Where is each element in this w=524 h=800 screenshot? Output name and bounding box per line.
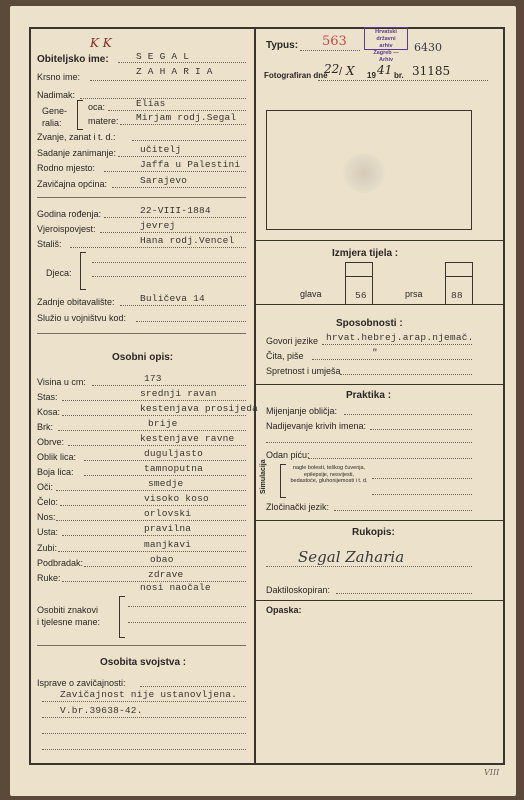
birthyear-value: 22-VIII-1884 [140,205,211,216]
nose-label: Nos: [37,512,56,522]
photo-year: 41 [377,63,393,77]
photo-date-label: Fotografiran dne [264,71,328,80]
beard-value: brije [148,418,178,429]
typed-line [336,593,472,594]
handwriting-heading: Rukopis: [352,527,395,538]
photo-date-separator: / [339,66,343,78]
teeth-label: Zubi: [37,543,58,553]
eyes-label: Oči: [37,482,54,492]
hands-value: zdrave [148,569,184,580]
archive-stamp [364,27,408,63]
profession-label: Zvanje, zanat i t. d.: [37,132,116,142]
chest-measure-divider [445,276,473,277]
residence-line [120,305,246,306]
father-label: oca: [88,102,106,112]
docs-label: Isprave o zavičajnosti: [37,678,126,688]
face-color-value: tamnoputna [144,463,204,474]
faded-seal-mark [342,153,386,193]
disguise-line [344,414,472,415]
drinking-line [308,458,472,459]
practice-heading: Praktika : [346,390,392,401]
criminal-language-line [334,510,472,511]
nose-line [56,520,246,521]
birthyear-line [104,217,246,218]
head-value: 56 [355,290,367,301]
teeth-line [58,551,246,552]
nickname-label: Nadimak: [37,90,76,100]
docs-line-2 [42,701,246,702]
surname-label: Obiteljsko ime: [37,54,109,65]
reads-line [312,359,472,360]
status-line [70,247,246,248]
simulation-line-2 [372,494,472,495]
mouth-label: Usta: [37,527,59,537]
right-section-rule-1 [256,240,505,241]
profession-line [132,140,246,141]
docs-line-4 [42,733,246,734]
chin-value: obao [150,554,174,565]
column-divider [254,27,256,765]
languages-value: hrvat.hebrej.arap.njemač. [326,332,474,343]
traits-heading: Osobita svojstva : [100,657,187,668]
firstname-value: Z A H A R I A [136,66,213,77]
face-color-label: Boja lica: [37,467,74,477]
corner-note: VIII [484,768,500,777]
right-section-rule-4 [256,520,505,521]
skills-line [340,374,472,375]
build-line [62,400,246,401]
occupation-line [118,156,246,157]
municipality-label: Zavičajna općina: [37,179,108,189]
photo-year-prefix: 19 [367,71,376,80]
beard-label: Brk: [37,422,54,432]
surname-value: S E G A L [136,51,190,62]
photo-day: 22 [324,62,340,76]
photo-date-line [318,80,488,81]
right-section-rule-5 [256,600,505,601]
birthplace-value: Jaffa u Palestini [140,159,241,170]
face-color-line [84,475,246,476]
mother-value: Mirjam rodj.Segal [136,112,237,123]
birthyear-label: Godina rođenja: [37,209,102,219]
chin-label: Podbradak: [37,558,84,568]
municipality-line [112,187,246,188]
father-line [108,110,246,111]
type-line [300,50,360,51]
military-line [136,321,246,322]
marks-line-1 [128,606,246,607]
face-shape-label: Oblik lica: [37,452,77,462]
criminal-language-label: Zločinački jezik: [266,502,330,512]
marks-brace [119,596,125,638]
eyes-line [56,490,246,491]
surname-line [118,62,246,63]
signature-line [266,566,472,567]
firstname-label: Krsno ime: [37,72,81,82]
marks-label-1: Osobiti znakovi [37,605,99,615]
face-shape-value: duguljasto [144,448,204,459]
hair-label: Kosa: [37,407,61,417]
height-label: Visina u cm: [37,377,86,387]
mother-line [120,124,246,125]
religion-label: Vjeroispovjest: [37,224,96,234]
chest-label: prsa [405,289,423,299]
docs-line-1 [140,686,246,687]
municipality-value: Sarajevo [140,175,188,186]
simulation-text: nagle bolesti, teškog čuvenja, epilepsije, nesvijesti, bedastoće, gluhonijemosti i t. d. [290,465,368,484]
firstname-line [90,80,246,81]
religion-line [100,232,246,233]
birthplace-label: Rodno mjesto: [37,163,96,173]
reads-label: Čita, piše [266,351,304,361]
hair-value: kestenjava prosijeda [140,403,259,414]
head-label: glava [300,289,322,299]
military-label: Služio u vojništvu kod: [37,313,127,323]
generalia-label-1: Gene- [42,106,68,116]
brows-label: Obrve: [37,437,65,447]
photo-month: X [346,64,355,78]
mouth-value: pravilna [144,523,192,534]
religion-value: jevrej [140,220,176,231]
brows-value: kestenjave ravne [140,433,235,444]
generalia-brace [77,100,83,130]
beard-line [58,430,246,431]
children-label: Djeca: [46,268,72,278]
alias-line [370,429,472,430]
nose-value: orlovski [144,508,192,519]
stamp-line-1: Hrvatski državni [375,29,397,42]
face-shape-line [84,460,246,461]
hair-line [62,415,246,416]
teeth-value: manjkavi [144,539,192,550]
mouth-line [62,535,246,536]
simulation-brace [280,464,286,498]
marks-line-2 [128,622,246,623]
hands-label: Ruke: [37,573,61,583]
stamp-line-3: Zagreb — Arhiv [373,50,399,63]
section-rule-3 [37,645,246,646]
forehead-line [60,505,246,506]
surname-handwritten-note: K K [90,36,112,50]
docs-line-5 [42,749,246,750]
children-line-1 [92,262,246,263]
eyes-value: smedje [148,478,184,489]
children-line-2 [92,276,246,277]
status-label: Stališ: [37,239,62,249]
disguise-label: Mijenjanje obličja: [266,406,338,416]
hands-extra-value: nosi naočale [140,582,211,593]
type-label: Typus: [266,40,299,51]
archive-number: 6430 [414,41,442,54]
languages-label: Govori jezike [266,336,319,346]
languages-line [322,344,472,345]
type-value: 563 [322,34,347,49]
mother-label: matere: [88,116,119,126]
occupation-label: Sadanje zanimanje: [37,148,117,158]
marks-label-2: i tjelesne mane: [37,617,101,627]
right-section-rule-2 [256,304,505,305]
occupation-value: učitelj [140,144,182,155]
signature: Segal Zaharia [298,548,405,566]
height-line [92,385,246,386]
docs-value-1: Zavičajnost nije ustanovljena. [60,689,238,700]
section-rule-2 [37,333,246,334]
build-value: srednji ravan [140,388,217,399]
build-label: Stas: [37,392,58,402]
remark-label: Opaska: [266,605,302,615]
children-brace [80,252,86,290]
measure-heading: Izmjera tijela : [332,248,399,259]
docs-line-3 [42,717,246,718]
docs-value-2: V.br.39638-42. [60,705,143,716]
height-value: 173 [144,373,162,384]
residence-value: Buličeva 14 [140,293,205,304]
forehead-value: visoko koso [144,493,209,504]
stamp-line-2: arhiv [379,43,393,49]
forehead-label: Čelo: [37,497,59,507]
chest-value: 88 [451,290,463,301]
skills-label: Spretnost i umješa [266,366,341,376]
alias-line-2 [266,442,472,443]
residence-label: Zadnje obitavalište: [37,297,115,307]
generalia-label-2: ralia: [42,118,62,128]
right-section-rule-3 [256,384,505,385]
simulation-label: Simulacija [260,459,267,494]
father-value: Elias [136,98,166,109]
chin-line [84,566,246,567]
status-value: Hana rodj.Vencel [140,235,235,246]
head-measure-divider [345,276,373,277]
typed-label: Daktiloskopiran: [266,585,331,595]
alias-label: Nadijevanje krivih imena: [266,421,367,431]
brows-line [68,445,246,446]
abilities-heading: Sposobnosti : [336,318,403,329]
reads-value: " [372,347,378,358]
photo-number-label: br. [394,71,404,80]
description-heading: Osobni opis: [112,352,174,363]
section-rule-1 [37,197,246,198]
birthplace-line [104,171,246,172]
drinking-label: Odan piću: [266,450,310,460]
simulation-line-1 [372,478,472,479]
photo-number: 31185 [412,64,451,78]
